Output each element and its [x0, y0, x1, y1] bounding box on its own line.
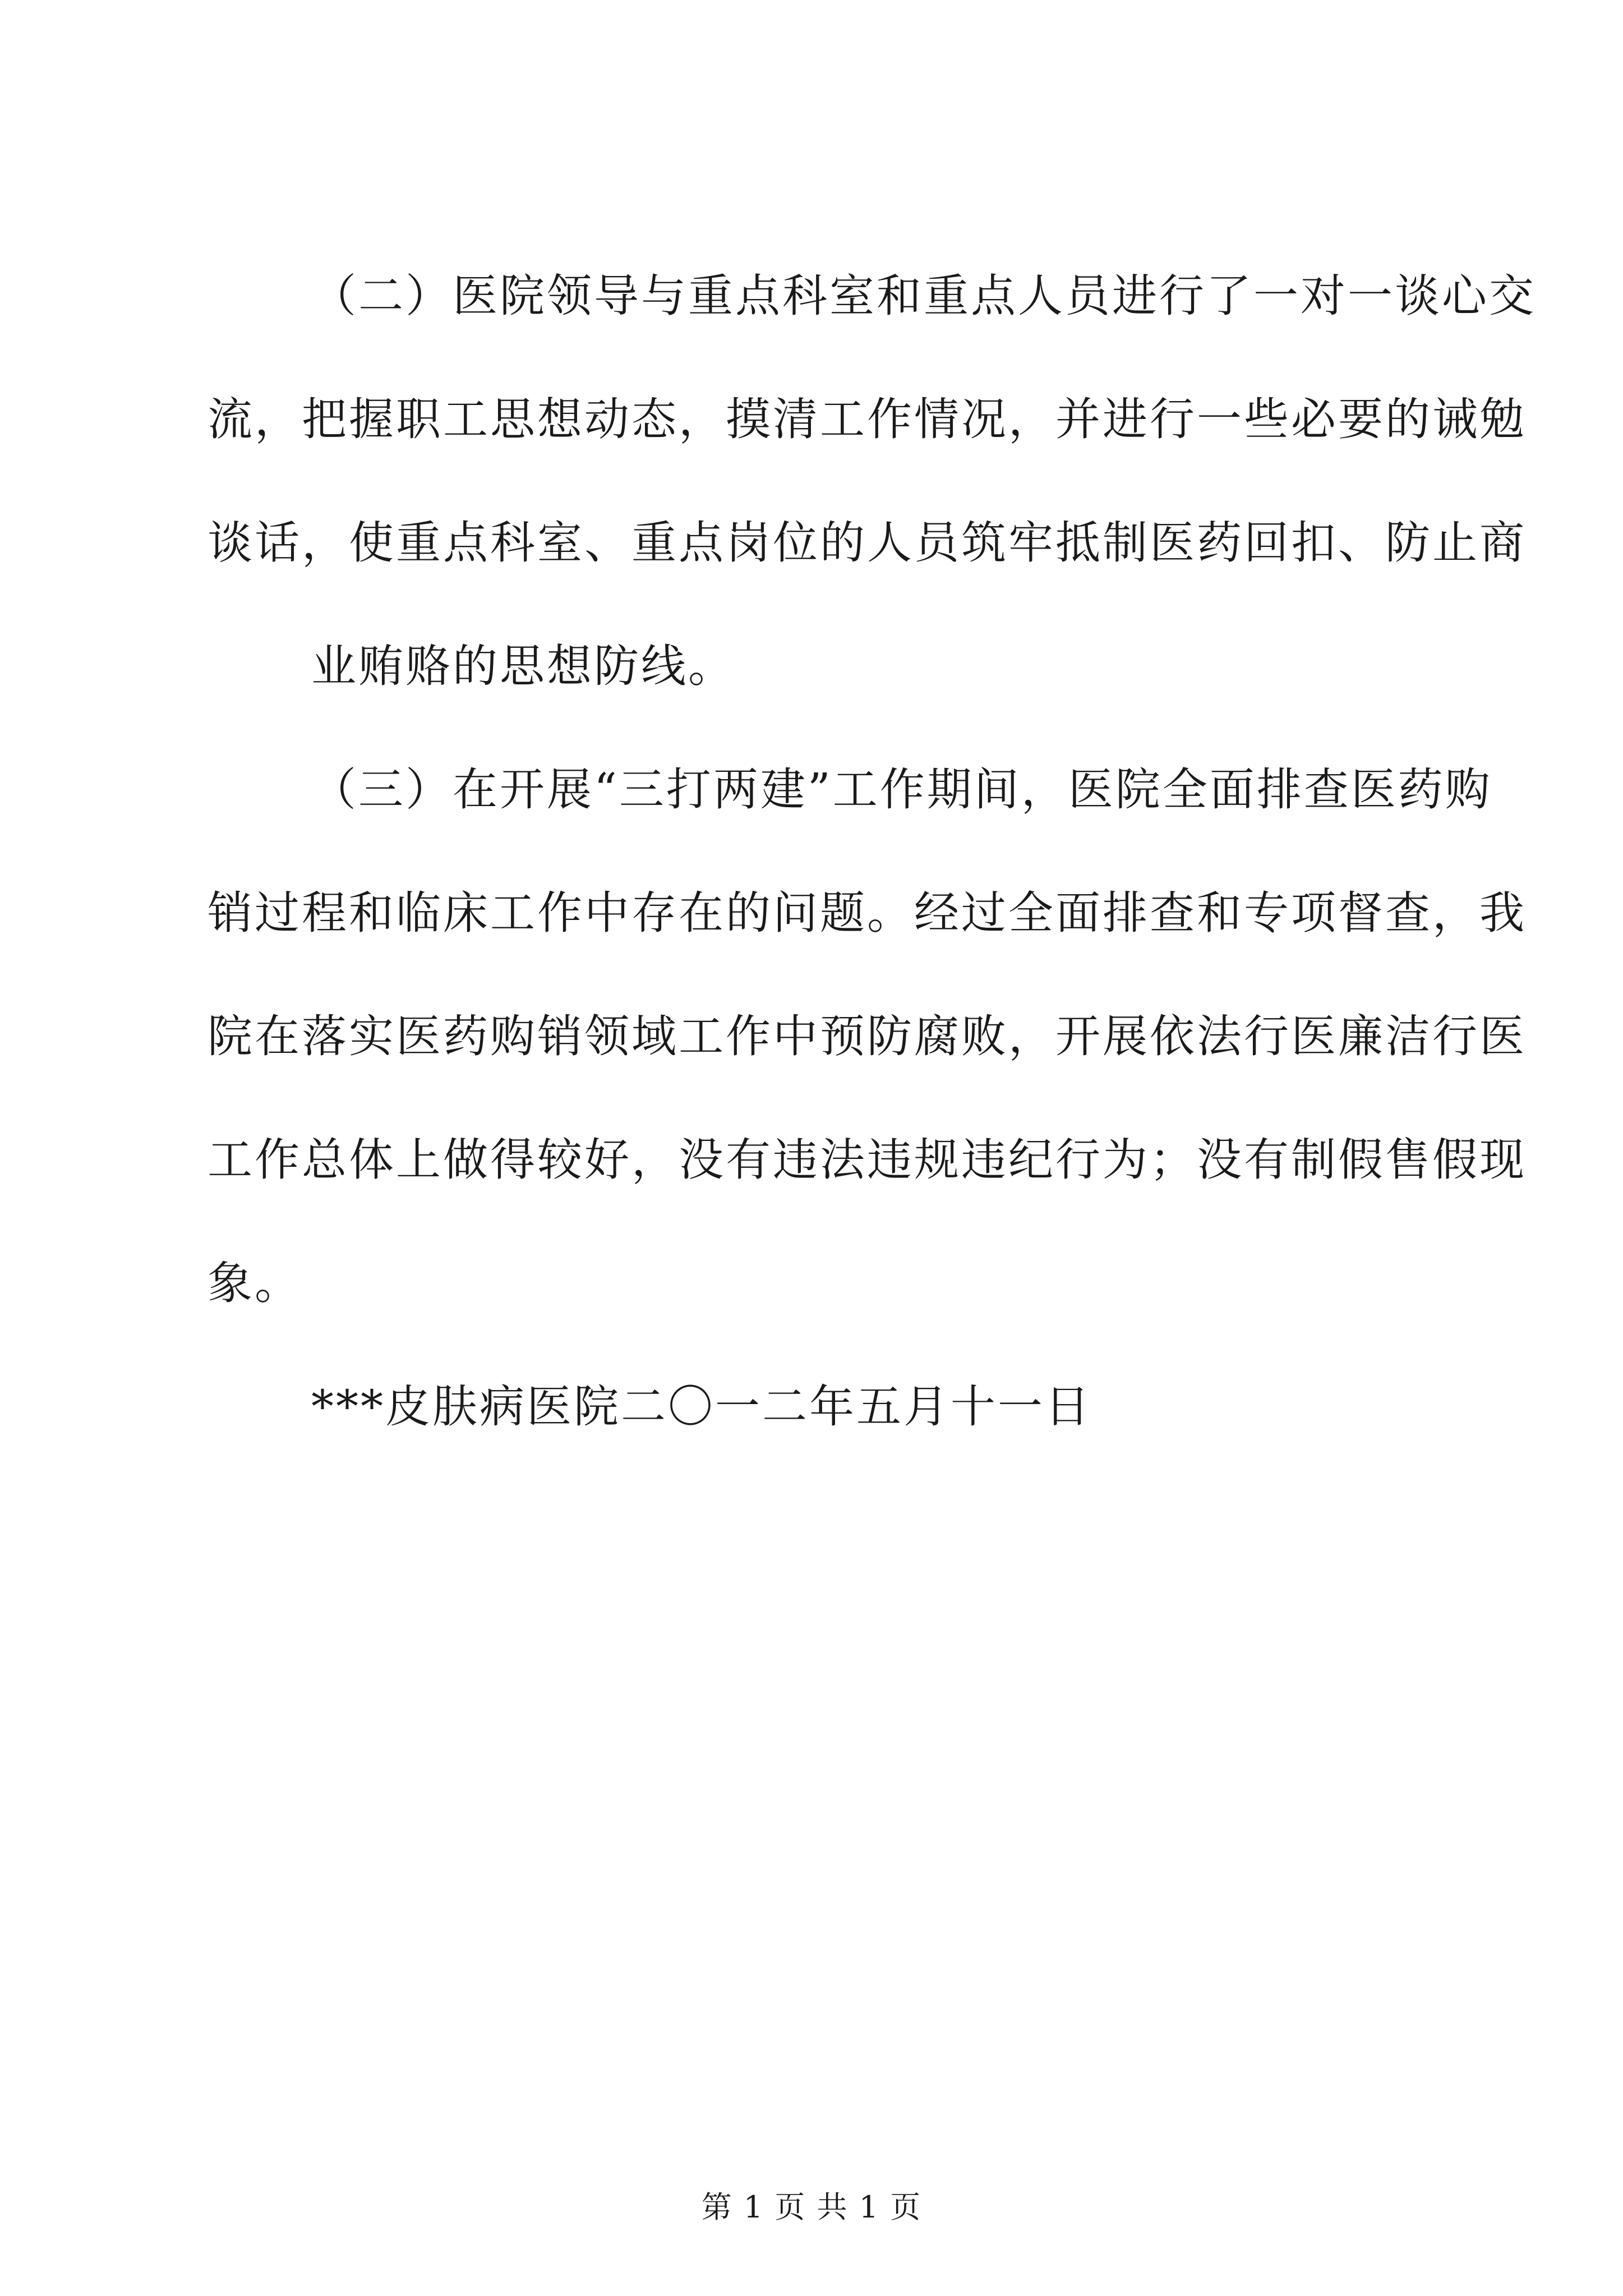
- paragraph-3-line-4: 工作总体上做得较好，没有违法违规违纪行为；没有制假售假现: [208, 1134, 1527, 1186]
- paragraph-2-line-4: 业贿赂的思想防线。: [311, 640, 735, 692]
- paragraph-3-line-2: 销过程和临床工作中存在的问题。经过全面排查和专项督查，我: [208, 887, 1527, 939]
- paragraph-2-line-3: 谈话，使重点科室、重点岗位的人员筑牢抵制医药回扣、防止商: [208, 517, 1527, 569]
- signature-date-line: ***皮肤病医院二〇一二年五月十一日: [311, 1381, 1092, 1433]
- paragraph-2-line-2: 流，把握职工思想动态，摸清工作情况，并进行一些必要的诫勉: [208, 393, 1527, 445]
- paragraph-3-line-1: （三）在开展“三打两建”工作期间，医院全面排查医药购: [311, 763, 1492, 816]
- paragraph-3-line-3: 院在落实医药购销领域工作中预防腐败，开展依法行医廉洁行医: [208, 1010, 1527, 1062]
- page-number-footer: 第 1 页 共 1 页: [701, 2189, 922, 2225]
- paragraph-3-line-5: 象。: [208, 1257, 302, 1309]
- paragraph-2-line-1: （二）医院领导与重点科室和重点人员进行了一对一谈心交: [311, 270, 1536, 322]
